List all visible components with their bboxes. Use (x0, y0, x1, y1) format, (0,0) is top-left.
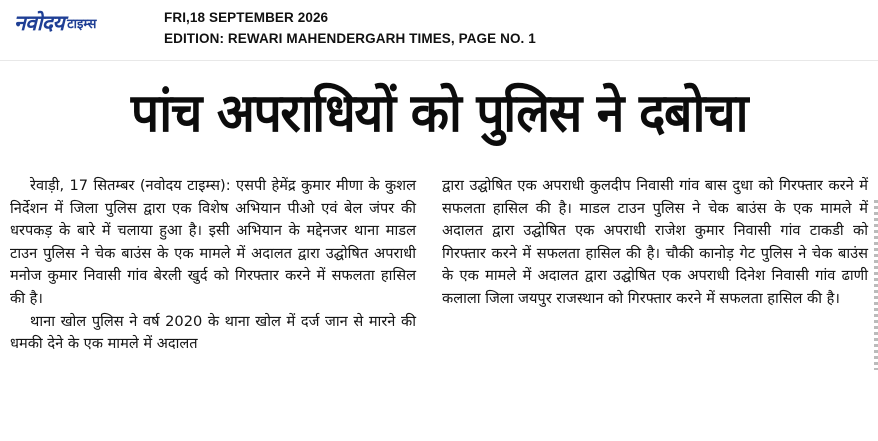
page-edge-marker (874, 200, 878, 370)
logo-sub-text: टाइम्स (67, 17, 97, 32)
article-headline: पांच अपराधियों को पुलिस ने दबोचा (130, 83, 748, 144)
newspaper-logo (14, 10, 96, 36)
left-paragraph-1: रेवाड़ी, 17 सितम्बर (नवोदय टाइम्स): एसपी हेमेंद्र कुमार मीणा के कुशल निर्देशन में जिला पुलिस द्वारा एक विशेष अभियान पीओ एवं बेल जंपर की धरपकड़ के बारे में चलाया हुआ है। इसी अभियान के मद्देनजर थाना माडल टाउन पुलिस ने चेक बाउंस के एक मामले में अदालत द्वारा उद्घोषित अपराधी मनोज कुमार निवासी गांव बेरली खुर्द को गिरफ्तार करने में सफलता हासिल की है। (10, 177, 416, 307)
edition-meta (164, 9, 536, 48)
edition-line: EDITION: REWARI MAHENDERGARH TIMES, PAGE NO. 1 (164, 31, 536, 46)
right-paragraph-1: द्वारा उद्घोषित एक अपराधी कुलदीप निवासी गांव बास दुधा को गिरफ्तार करने में सफलता हासिल की है। माडल टाउन पुलिस ने चेक बाउंस के एक मामले में अदालत द्वारा उद्घोषित एक अपराधी राजेश कुमार निवासी गांव टाकडी को गिरफ्तार करने में सफलता हासिल की है। चौकी कानोड़ गेट पुलिस ने चेक बाउंस के एक मामले में अदालत द्वारा उद्घोषित एक अपराधी दिनेश निवासी गांव ढाणी कलाला जिला जयपुर राजस्थान को गिरफ्तार करने में सफलता हासिल की है। (442, 177, 868, 307)
page-header (0, 0, 878, 61)
logo-main-text: नवोदय (14, 11, 65, 35)
left-paragraph-2: थाना खोल पुलिस ने वर्ष 2020 के थाना खोल में दर्ज जान से मारने की धमकी देने के एक मामले में अदालत (10, 312, 416, 353)
right-column (442, 175, 868, 311)
date-line: FRI,18 SEPTEMBER 2026 (164, 10, 329, 25)
article-body (10, 175, 878, 441)
left-column (10, 175, 416, 356)
